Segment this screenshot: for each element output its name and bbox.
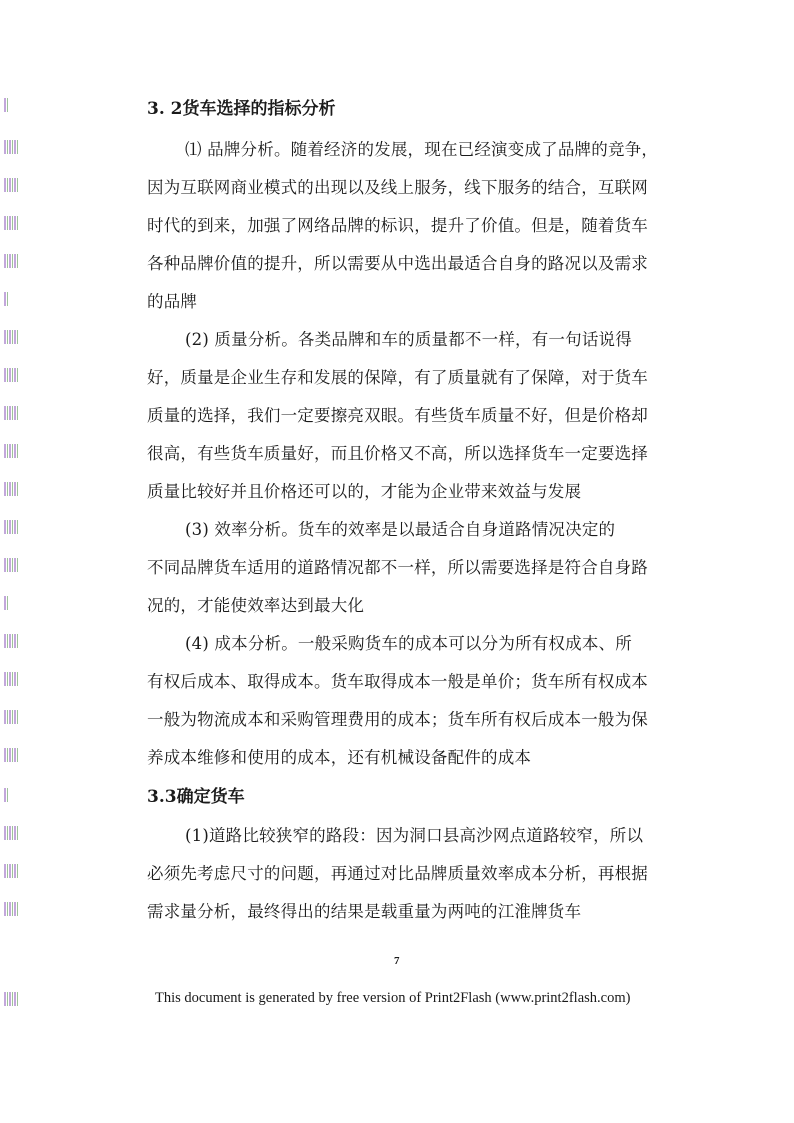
margin-artifact [4,826,18,840]
margin-artifact [4,902,18,916]
margin-artifact [4,558,18,572]
paragraph-line: 质量的选择，我们一定要擦亮双眼。有些货车质量不好，但是价格却 [147,406,648,425]
paragraph-line: (4) 成本分析。一般采购货车的成本可以分为所有权成本、所 [185,634,632,653]
margin-artifact [4,368,18,382]
margin-artifact [4,596,8,610]
margin-artifact [4,710,18,724]
paragraph-line: 质量比较好并且价格还可以的，才能为企业带来效益与发展 [147,482,582,501]
paragraph-line: (2) 质量分析。各类品牌和车的质量都不一样，有一句话说得 [185,330,632,349]
paragraph-line: 时代的到来，加强了网络品牌的标识，提升了价值。但是，随着货车 [147,216,648,235]
margin-artifact [4,788,8,802]
paragraph-line: (1)道路比较狭窄的路段：因为洞口县高沙网点道路较窄，所以 [185,826,644,845]
margin-artifact [4,634,18,648]
paragraph-line: 不同品牌货车适用的道路情况都不一样，所以需要选择是符合自身路 [147,558,648,577]
margin-artifact [4,520,18,534]
paragraph-line: 养成本维修和使用的成本，还有机械设备配件的成本 [147,748,532,767]
paragraph-line: 因为互联网商业模式的出现以及线上服务，线下服务的结合，互联网 [147,178,648,197]
margin-artifact [4,406,18,420]
paragraph-line: 必须先考虑尺寸的问题，再通过对比品牌质量效率成本分析，再根据 [147,864,648,883]
margin-artifact [4,254,18,268]
paragraph-line: 的品牌 [147,292,198,311]
margin-artifact [4,178,18,192]
paragraph-line: 有权后成本、取得成本。货车取得成本一般是单价；货车所有权成本 [147,672,648,691]
generator-footer-note: This document is generated by free version of Print2Flash (www.print2flash.com) [155,990,631,1006]
margin-artifact [4,748,18,762]
margin-artifact [4,864,18,878]
paragraph-line: 需求量分析，最终得出的结果是载重量为两吨的江淮牌货车 [147,902,582,921]
section-heading-3-3: 3.3确定货车 [147,787,245,807]
paragraph-line: 一般为物流成本和采购管理费用的成本；货车所有权后成本一般为保 [147,710,648,729]
margin-artifact [4,992,18,1006]
margin-artifact [4,672,18,686]
margin-artifact [4,330,18,344]
paragraph-line: 好，质量是企业生存和发展的保障，有了质量就有了保障，对于货车 [147,368,648,387]
paragraph-line: (3) 效率分析。货车的效率是以最适合自身道路情况决定的 [185,520,616,539]
margin-artifact [4,140,18,154]
paragraph-line: 各种品牌价值的提升，所以需要从中选出最适合自身的路况以及需求 [147,254,648,273]
section-heading-3-2: 3. 2货车选择的指标分析 [147,99,336,119]
margin-artifact [4,98,8,112]
paragraph-line: ⑴ 品牌分析。随着经济的发展，现在已经演变成了品牌的竞争， [185,140,659,159]
margin-artifact [4,482,18,496]
margin-artifact [4,444,18,458]
page-number: 7 [394,955,400,967]
paragraph-line: 很高，有些货车质量好，而且价格又不高，所以选择货车一定要选择 [147,444,648,463]
paragraph-line: 况的，才能使效率达到最大化 [147,596,365,615]
margin-artifact [4,292,8,306]
margin-artifact [4,216,18,230]
